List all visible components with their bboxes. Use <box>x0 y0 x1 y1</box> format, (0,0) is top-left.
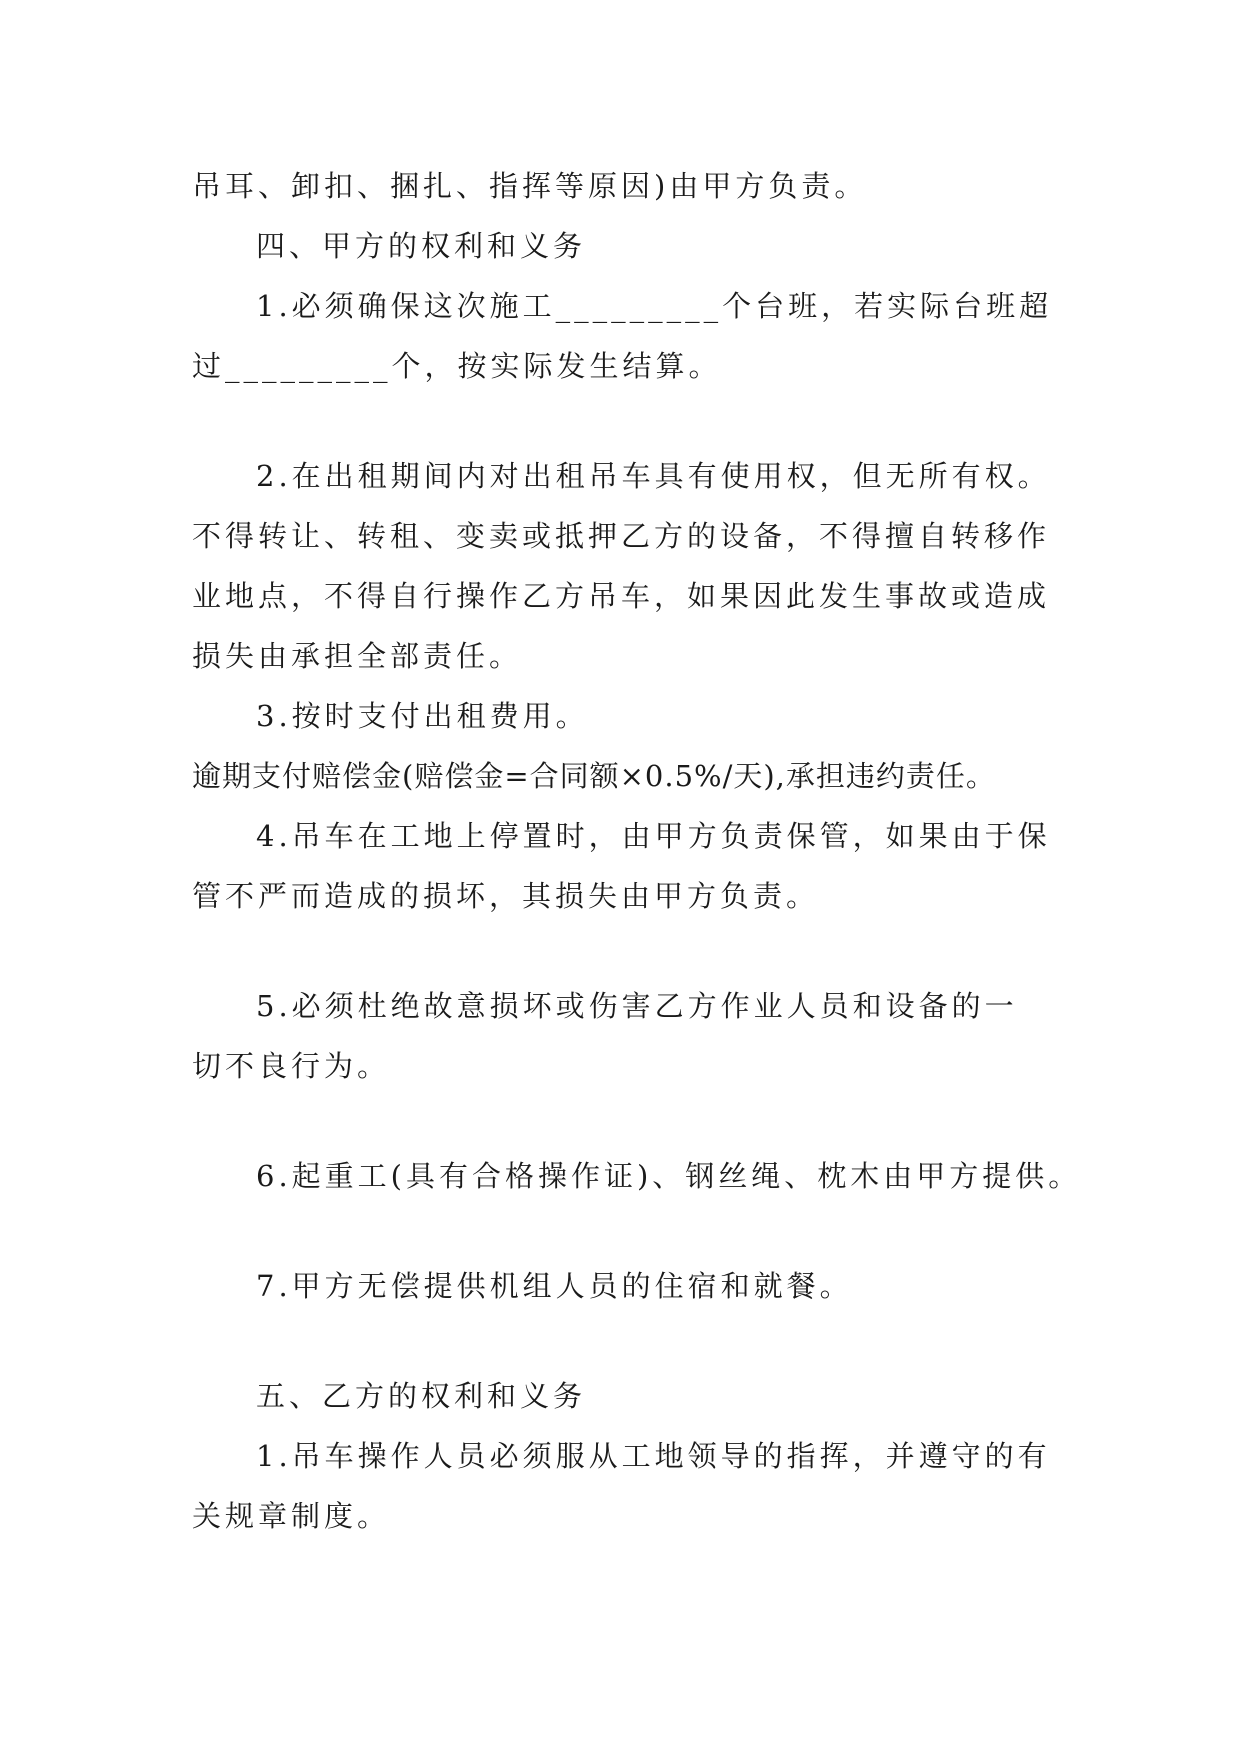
clause-a4-line-1: 4.吊车在工地上停置时，由甲方负责保管，如果由于保 <box>256 819 1051 853</box>
clause-a1-line-1: 1.必须确保这次施工_________个台班，若实际台班超 <box>256 289 1053 323</box>
clause-a4-line-2: 管不严而造成的损坏，其损失由甲方负责。 <box>192 879 820 913</box>
clause-a2-line-4: 损失由承担全部责任。 <box>192 639 523 673</box>
text-line-continuation: 吊耳、卸扣、捆扎、指挥等原因)由甲方负责。 <box>192 169 868 203</box>
clause-b1-line-1: 1.吊车操作人员必须服从工地领导的指挥，并遵守的有 <box>256 1439 1051 1473</box>
clause-a2-line-3: 业地点，不得自行操作乙方吊车，如果因此发生事故或造成 <box>192 579 1051 613</box>
clause-a3: 3.按时支付出租费用。 <box>256 699 589 733</box>
section-heading-party-a: 四、甲方的权利和义务 <box>256 229 587 263</box>
clause-a7: 7.甲方无偿提供机组人员的住宿和就餐。 <box>256 1269 853 1303</box>
clause-a5-line-1: 5.必须杜绝故意损坏或伤害乙方作业人员和设备的一 <box>256 989 1018 1023</box>
clause-b1-line-2: 关规章制度。 <box>192 1499 391 1533</box>
clause-a3-penalty: 逾期支付赔偿金(赔偿金=合同额×0.5%/天),承担违约责任。 <box>192 759 996 793</box>
clause-a1-line-2: 过_________个，按实际发生结算。 <box>192 349 722 383</box>
clause-a2-line-1: 2.在出租期间内对出租吊车具有使用权，但无所有权。 <box>256 459 1051 493</box>
clause-a2-line-2: 不得转让、转租、变卖或抵押乙方的设备，不得擅自转移作 <box>192 519 1051 553</box>
section-heading-party-b: 五、乙方的权利和义务 <box>256 1379 587 1413</box>
clause-a5-line-2: 切不良行为。 <box>192 1049 391 1083</box>
clause-a6: 6.起重工(具有合格操作证)、钢丝绳、枕木由甲方提供。 <box>256 1159 1082 1193</box>
